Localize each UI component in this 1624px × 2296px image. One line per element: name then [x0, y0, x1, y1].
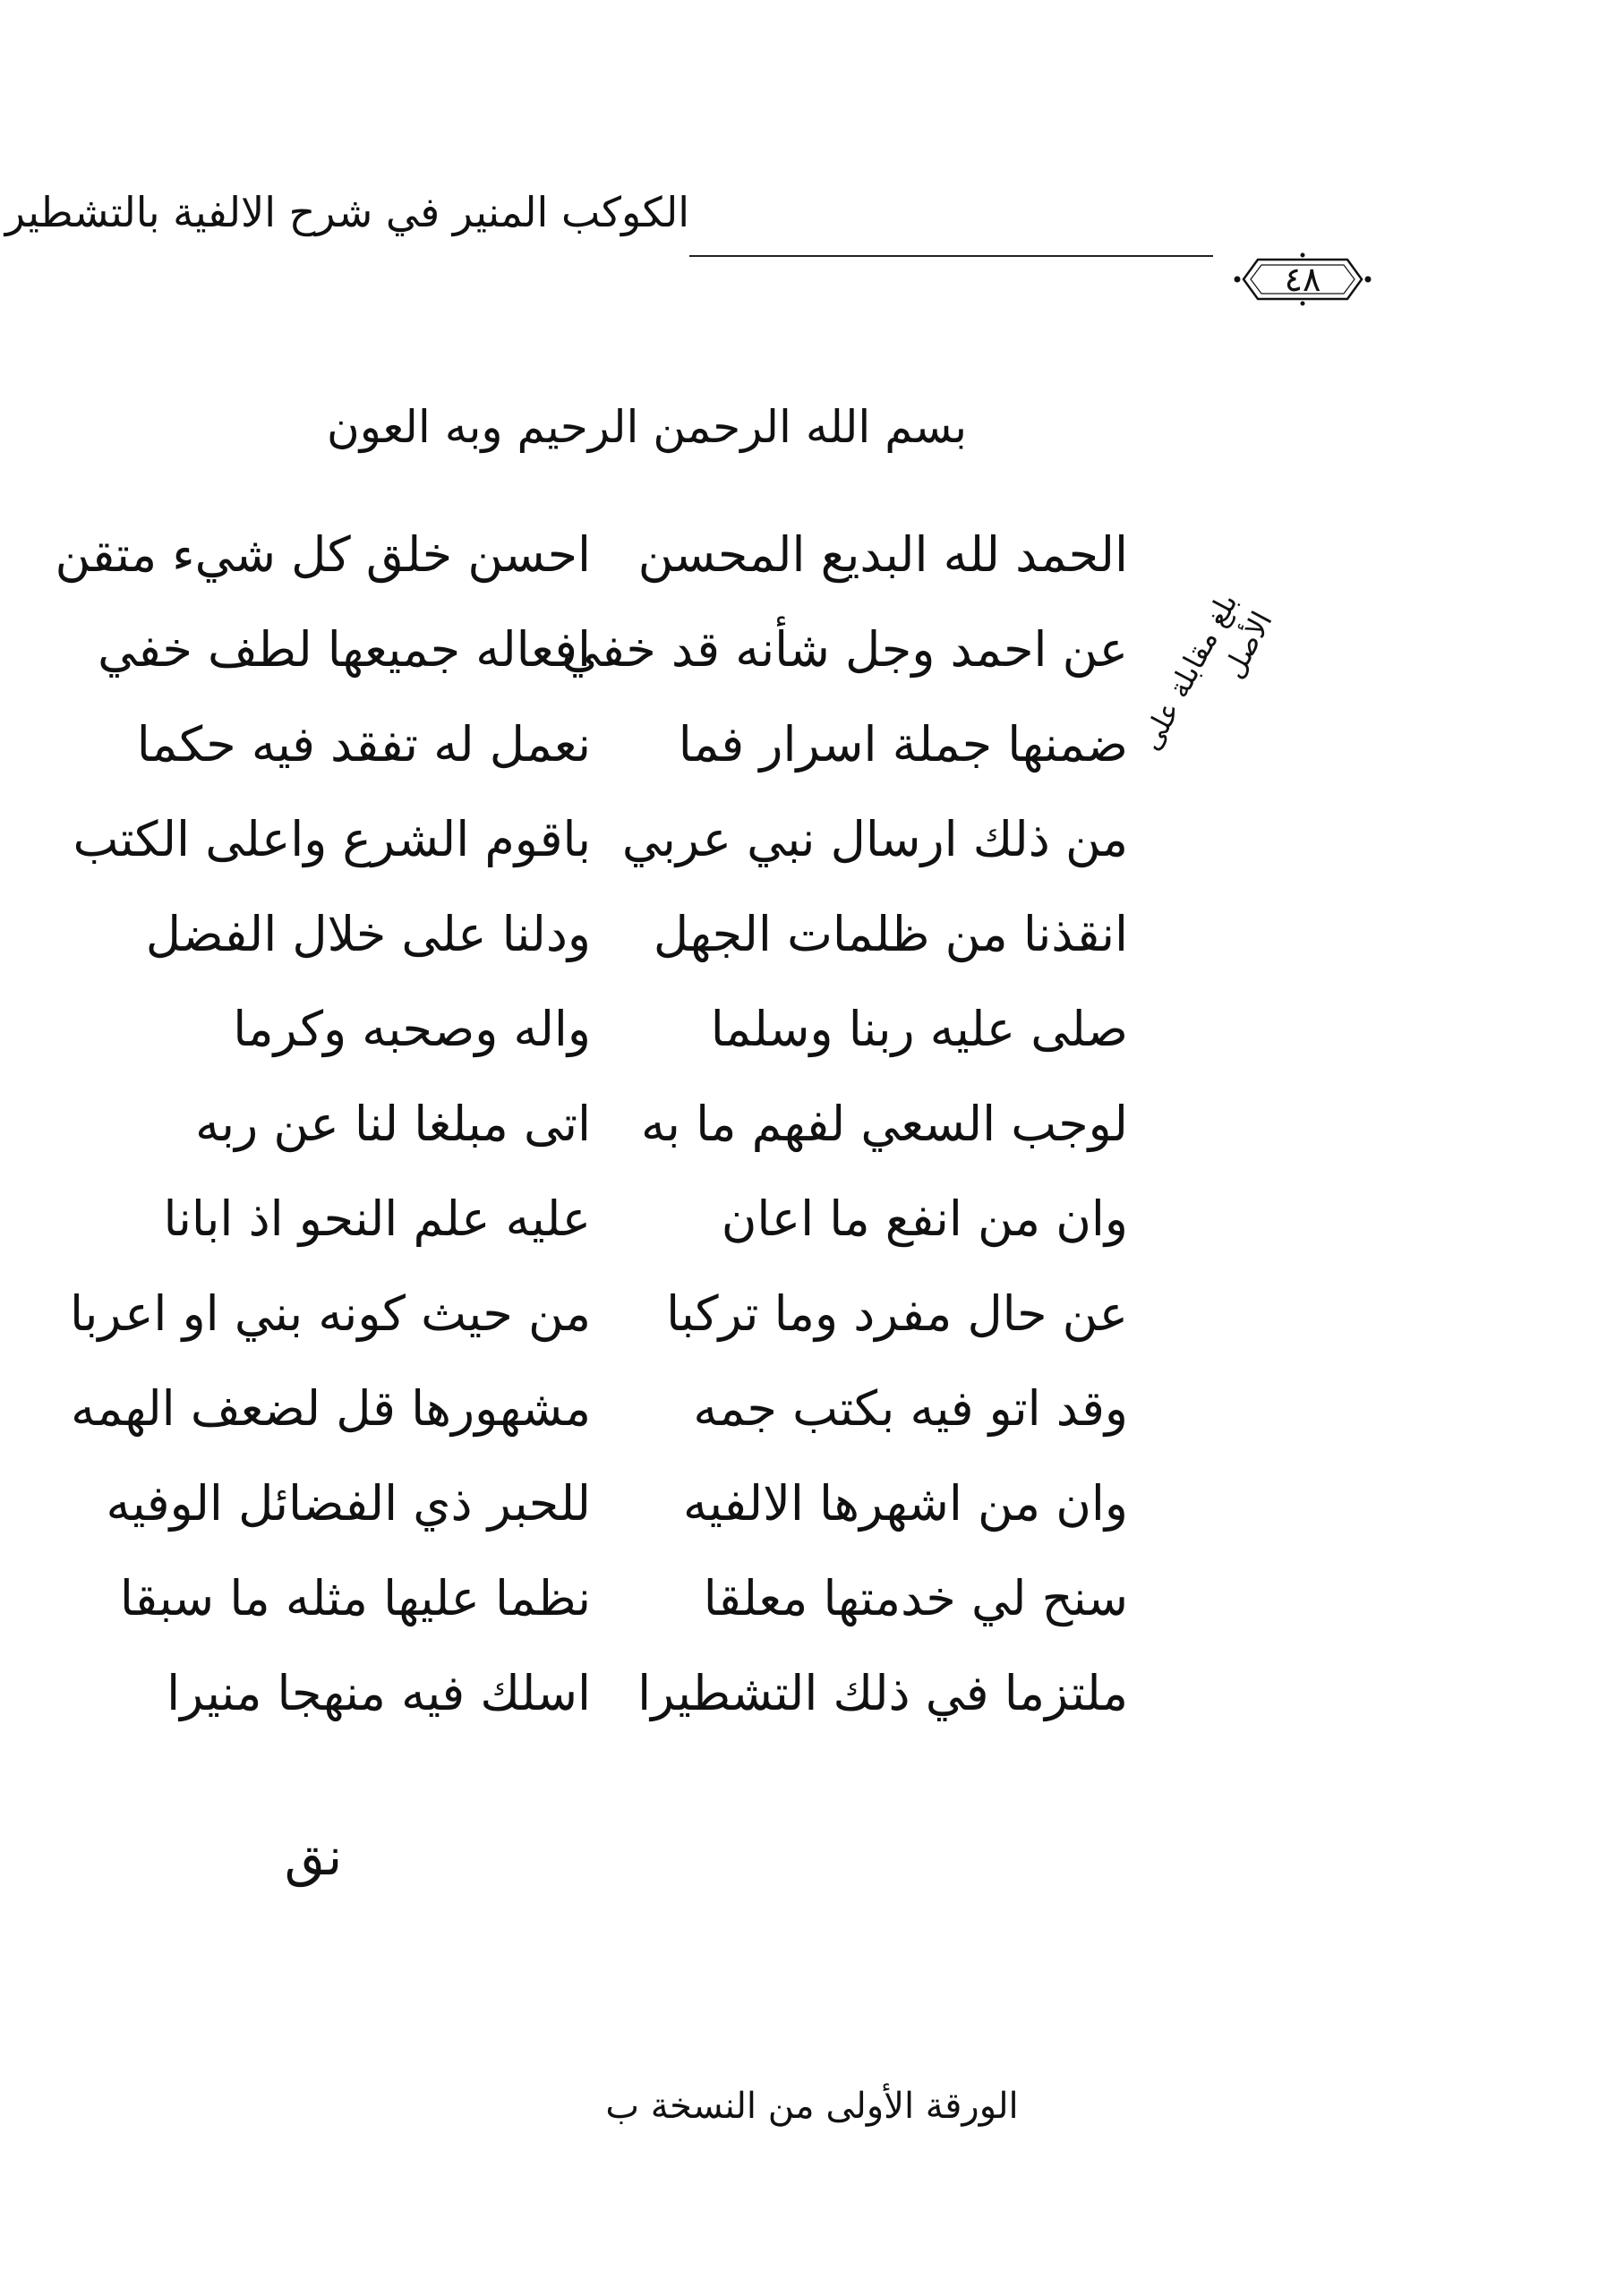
verse-second-hemistich: اتى مبلغا لنا عن ربه — [195, 1096, 591, 1152]
basmala: بسم الله الرحمن الرحيم وبه العون — [327, 401, 967, 453]
verse-second-hemistich: نظما عليها مثله ما سبقا — [119, 1570, 591, 1626]
verse-row — [73, 799, 1128, 894]
verse-second-hemistich: من حيث كونه بني او اعربا — [69, 1285, 591, 1342]
verse-first-hemistich: ملتزما في ذلك التشطيرا — [637, 1665, 1128, 1721]
page-number: ٤٨ — [1284, 260, 1321, 299]
verse-second-hemistich: عليه علم النحو اذ ابانا — [163, 1191, 591, 1247]
verse-row — [179, 989, 1128, 1084]
verse-second-hemistich: افعاله جميعها لطف خفي — [98, 621, 591, 678]
verse-first-hemistich: من ذلك ارسال نبي عربي — [621, 811, 1128, 867]
verse-first-hemistich: صلى عليه ربنا وسلما — [710, 1001, 1128, 1057]
verse-first-hemistich: الحمد لله البديع المحسن — [637, 526, 1128, 583]
verse-second-hemistich: مشهورها قل لضعف الهمه — [71, 1380, 591, 1437]
verse-row — [136, 704, 1128, 799]
verse-list — [55, 515, 1128, 1748]
verse-row — [179, 1084, 1128, 1179]
verse-second-hemistich: باقوم الشرع واعلى الكتب — [73, 811, 591, 867]
verse-second-hemistich: احسن خلق كل شيء متقن — [55, 526, 591, 583]
verse-first-hemistich: وان من انفع ما اعان — [721, 1191, 1128, 1247]
verse-first-hemistich: سنح لي خدمتها معلقا — [703, 1570, 1128, 1626]
verse-row — [163, 1179, 1128, 1274]
verse-second-hemistich: اسلك فيه منهجا منيرا — [167, 1665, 591, 1721]
verse-row — [71, 1369, 1128, 1464]
verse-first-hemistich: انقذنا من ظلمات الجهل — [653, 906, 1128, 962]
figure-caption: الورقة الأولى من النسخة ب — [605, 2086, 1019, 2127]
verse-row — [119, 1558, 1128, 1653]
verse-first-hemistich: لوجب السعي لفهم ما به — [640, 1096, 1128, 1152]
margin-note: بلغ مقابلة على الأصل — [1133, 587, 1279, 756]
verse-row — [98, 610, 1128, 704]
verse-second-hemistich: ودلنا على خلال الفضل — [145, 906, 591, 962]
verse-row — [106, 1464, 1128, 1558]
verse-first-hemistich: وقد اتو فيه بكتب جمه — [693, 1380, 1128, 1437]
page-mark: نق — [284, 1826, 343, 1887]
verse-first-hemistich: ضمنها جملة اسرار فما — [678, 716, 1128, 772]
verse-row — [167, 1653, 1128, 1748]
verse-row — [55, 515, 1128, 610]
verse-second-hemistich: نعمل له تفقد فيه حكما — [136, 716, 591, 772]
page-number-badge — [1231, 251, 1374, 308]
running-header-title: الكوكب المنير في شرح الالفية بالتشطير — [4, 188, 689, 236]
verse-second-hemistich: واله وصحبه وكرما — [233, 1001, 591, 1057]
header-rule — [689, 255, 1213, 257]
verse-row — [69, 1274, 1128, 1369]
verse-first-hemistich: وان من اشهرها الالفيه — [683, 1475, 1128, 1532]
verse-second-hemistich: للحبر ذي الفضائل الوفيه — [106, 1475, 591, 1532]
verse-first-hemistich: عن حال مفرد وما تركبا — [666, 1285, 1128, 1342]
verse-row — [145, 894, 1128, 989]
verse-first-hemistich: عن احمد وجل شأنه قد خفي — [561, 621, 1128, 678]
